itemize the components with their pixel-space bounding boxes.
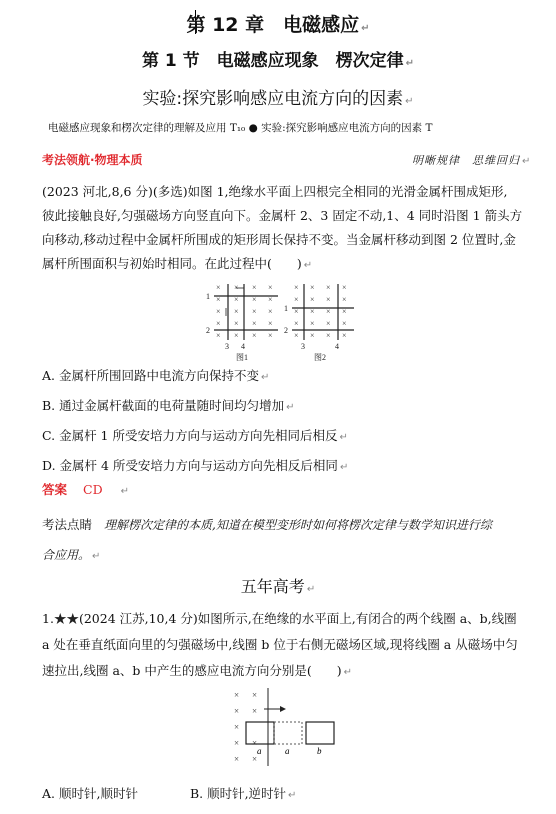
svg-text:×: × [342,283,347,292]
question-2-stem [42,606,528,686]
svg-text:×: × [252,307,257,316]
topic-line: 电磁感应现象和楞次定律的理解及应用 T₁₀ ● 实验:探究影响感应电流方向的因素 T [48,122,433,134]
svg-text:×: × [216,331,221,340]
svg-text:×: × [234,738,240,748]
svg-text:×: × [216,295,221,304]
svg-text:×: × [294,331,299,340]
svg-text:×: × [234,283,239,292]
svg-text:×: × [294,283,299,292]
svg-text:×: × [216,319,221,328]
section-title: 第 1 节 电磁感应现象 楞次定律 ↵ [141,51,415,71]
coil-figure [228,688,348,768]
coil-a-ghost-label: a [285,746,290,756]
answer-label: 答案 [42,482,68,497]
svg-text:×: × [310,331,315,340]
svg-text:×: × [342,319,347,328]
svg-text:×: × [234,307,239,316]
difficulty-stars: ★★ [53,611,79,626]
svg-text:×: × [326,319,331,328]
svg-text:×: × [234,331,239,340]
svg-text:×: × [342,295,347,304]
svg-text:×: × [216,283,221,292]
answer-line: 答案 CD ↵ [42,482,129,497]
svg-text:×: × [252,690,258,700]
q2-line-2: a 处在垂直纸面向里的匀强磁场中,线圈 b 位于右侧无磁场区域,现将线圈 a 从磁场中匀 [42,637,518,652]
fig1-label-2: 2 [206,326,210,335]
svg-text:×: × [268,307,273,316]
svg-text:×: × [294,319,299,328]
svg-text:×: × [294,295,299,304]
svg-text:×: × [216,307,221,316]
fig1-label-4: 4 [241,342,245,351]
svg-text:×: × [234,754,240,764]
svg-text:×: × [268,295,273,304]
svg-text:×: × [234,690,240,700]
fig2-label-2: 2 [284,326,288,335]
svg-text:×: × [234,295,239,304]
svg-text:×: × [310,319,315,328]
q2-options: A. 顺时针,顺时针 B. 顺时针,逆时针 ↵ [42,786,297,801]
svg-text:×: × [252,283,257,292]
option-c: C. 金属杆 1 所受安培力方向与运动方向先相同后相反 ↵ [42,428,348,443]
tip-line-2: 合应用。 ↵ [42,548,101,562]
figure-2-crosses [294,283,347,340]
q2-line-1: 1.★★(2024 江苏,10,4 分)如图所示,在绝缘的水平面上,有闭合的两个线圈 a、b,线圈 [42,611,517,626]
svg-text:×: × [252,295,257,304]
experiment-title: 实验:探究影响感应电流方向的因素 ↵ [142,89,414,109]
svg-text:×: × [252,754,258,764]
q2-option-b: B. 顺时针,逆时针 [189,786,287,801]
svg-text:×: × [252,331,257,340]
answer-value: CD [83,482,103,497]
svg-text:×: × [234,319,239,328]
five-years-title: 五年高考 ↵ [240,577,316,596]
tip-line-1 [42,510,528,540]
svg-text:×: × [234,722,240,732]
stem-line-1: (2023 河北,8,6 分)(多选)如图 1,绝缘水平面上四根完全相同的光滑金属杆围成矩形, [42,184,508,199]
option-d: D. 金属杆 4 所受安培力方向与运动方向先相反后相同 ↵ [42,458,349,473]
svg-text:×: × [326,307,331,316]
svg-text:×: × [294,307,299,316]
svg-text:×: × [268,319,273,328]
option-a: A. 金属杆所围回路中电流方向保持不变 ↵ [42,368,270,383]
tip-text-1: 理解楞次定律的本质,知道在模型变形时如何将楞次定律与数学知识进行综 [104,518,492,532]
section-header-right: 明晰规律 思维回归 ↵ [412,154,532,167]
svg-text:×: × [268,283,273,292]
stem-line-4: 属杆所围面积与初始时相同。在此过程中( ) ↵ [42,256,313,271]
fig2-label-3: 3 [301,342,305,351]
figures-1-2 [200,280,370,362]
tip-block [42,510,528,572]
q2-line-3: 速拉出,线圈 a、b 中产生的感应电流方向分别是( ) ↵ [42,663,353,678]
chapter-title: 第 12 章 电磁感应 ↵ [186,14,370,36]
svg-text:×: × [252,738,258,748]
svg-text:×: × [234,706,240,716]
svg-text:×: × [252,706,258,716]
stem-line-3: 向移动,移动过程中金属杆所围成的矩形周长保持不变。当金属杆移动到图 2 位置时,金 [42,232,516,247]
coil-b-label: b [317,746,322,756]
tip-label: 考法点睛 [42,517,93,532]
svg-text:×: × [310,283,315,292]
q2-option-a: A. 顺时针,顺时针 [42,786,138,801]
svg-text:×: × [268,331,273,340]
fig1-caption: 图1 [236,353,248,362]
option-b: B. 通过金属杆截面的电荷量随时间均匀增加 ↵ [42,398,295,413]
svg-text:×: × [326,283,331,292]
svg-text:×: × [310,295,315,304]
svg-text:×: × [252,319,257,328]
figure-1 [206,283,278,362]
svg-text:×: × [342,307,347,316]
question-stem [42,180,528,278]
svg-text:×: × [310,307,315,316]
svg-text:×: × [326,331,331,340]
stem-line-2: 彼此接触良好,匀强磁场方向竖直向下。金属杆 2、3 固定不动,1、4 同时沿图 1 箭头方 [42,208,523,223]
fig1-label-3: 3 [225,342,229,351]
fig1-label-1: 1 [206,292,210,301]
fig2-label-4: 4 [335,342,339,351]
coil-a-label: a [257,746,262,756]
svg-text:×: × [342,331,347,340]
figure-2 [284,283,354,362]
svg-text:×: × [326,295,331,304]
fig2-caption: 图2 [314,353,326,362]
question-options [42,362,528,482]
fig2-label-1: 1 [284,304,288,313]
section-header-left: 考法领航·物理本质 [42,153,143,167]
